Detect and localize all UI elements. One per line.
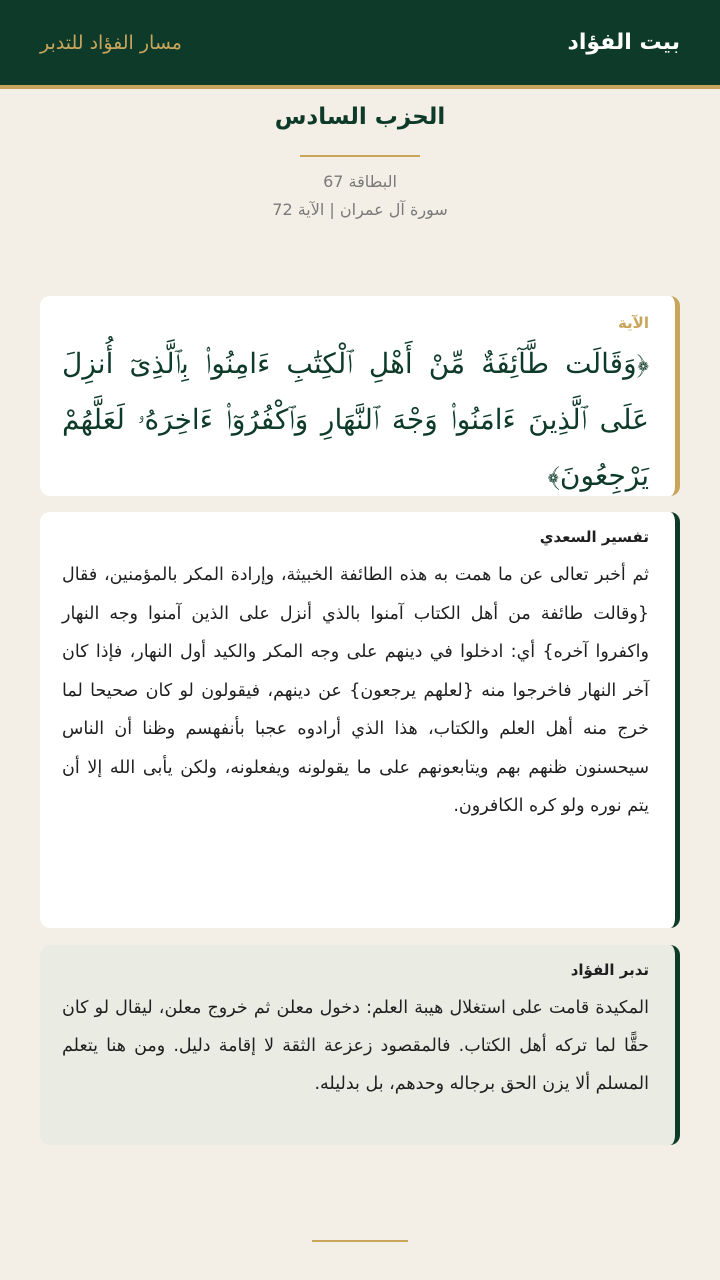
card-number: البطاقة 67 [323, 172, 397, 191]
page-title: الحزب السادس [274, 104, 446, 130]
footer-divider [312, 1240, 408, 1242]
path-link[interactable]: مسار الفؤاد للتدبر [40, 31, 182, 54]
tadabbur-label: تدبر الفؤاد [570, 961, 649, 979]
brand-title[interactable]: بيت الفؤاد [567, 30, 680, 55]
ayah-label: الآية [617, 314, 649, 332]
header-divider [0, 85, 720, 89]
tadabbur-card [40, 945, 680, 1145]
tafsir-label: تفسير السعدي [539, 528, 649, 546]
tafsir-text: ثم أخبر تعالى عن ما همت به هذه الطائفة الخبيثة، وإرادة المكر بالمؤمنين، فقال {وقالت طائفة من أهل الكتاب آمنوا بالذي أنزل على الذين آمنوا وجه النهار واكفروا آخره} أي: ادخلوا في دينهم على وجه المكر والكيد أول النهار، فإذا كان آخر النهار فاخرجوا منه {لعلهم يرجعون} عن دينهم، فيقولون لو كان صحيحا لما خرج منه أهل العلم والكتاب، هذا الذي أرادوه عجبا بأنفهسم وظنا أن الناس سيحسنون ظنهم بهم ويتابعونهم على ما يقولونه ويفعلونه، ولكن يأبى الله إلا أن يتم نوره ولو كره الكافرون. [62, 565, 649, 816]
surah-reference: سورة آل عمران | الآية 72 [272, 200, 448, 219]
top-app-bar [0, 0, 720, 85]
ayah-card [40, 296, 680, 496]
tafsir-card [40, 512, 680, 928]
title-divider [300, 155, 420, 157]
ayah-text: ﴿وَقَالَت طَّآئِفَةٌ مِّنْ أَهْلِ ٱلْكِتَٰبِ ءَامِنُوا۟ بِٱلَّذِىٓ أُنزِلَ عَلَى ٱلَّذِينَ ءَامَنُوا۟ وَجْهَ ٱلنَّهَارِ وَٱكْفُرُوٓا۟ ءَاخِرَهُۥ لَعَلَّهُمْ يَرْجِعُونَ﴾ [62, 347, 649, 492]
tadabbur-text: المكيدة قامت على استغلال هيبة العلم: دخول معلن ثم خروج معلن، ليقال لو كان حقًّا لما تركه أهل الكتاب. فالمقصود زعزعة الثقة لا إقامة دليل. ومن هنا يتعلم المسلم ألا يزن الحق برجاله وحدهم، بل بدليله. [62, 998, 649, 1094]
